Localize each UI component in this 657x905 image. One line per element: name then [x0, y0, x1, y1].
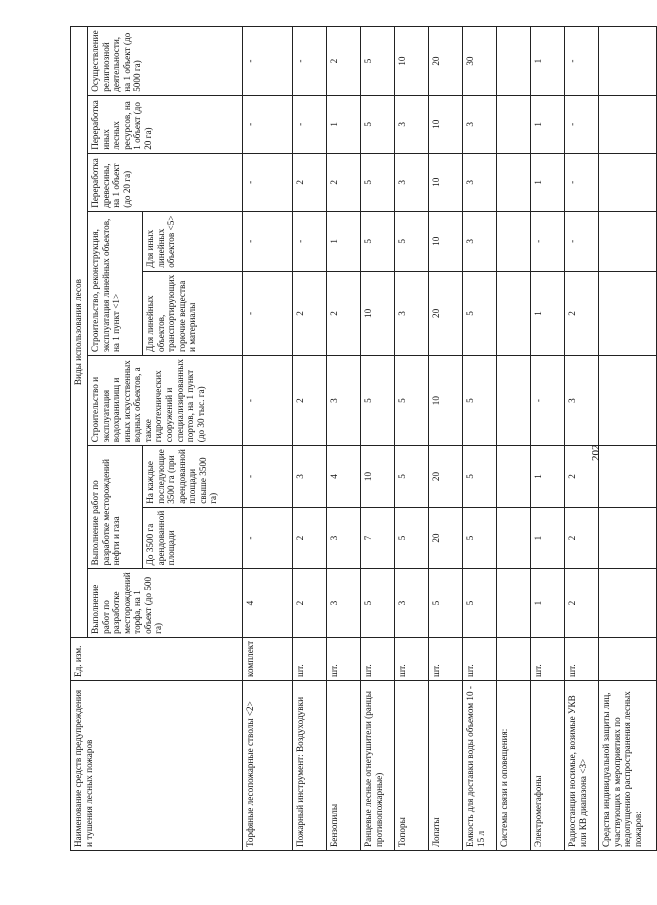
header-peat: Выполнение работ по разработке месторождений торфа, на 1 объект (до 500 га) [88, 569, 243, 637]
row-value: 4 [243, 569, 293, 637]
row-value: 3 [463, 153, 497, 211]
row-value: 5 [361, 153, 395, 211]
row-value: 2 [565, 271, 599, 355]
row-value: - [243, 446, 293, 508]
page-number: 202 [590, 444, 602, 461]
row-unit: шт. [429, 637, 463, 680]
row-value: 5 [395, 507, 429, 569]
row-value: - [293, 27, 327, 95]
row-value [599, 569, 657, 637]
row-value: 1 [327, 95, 361, 153]
row-name: Емкость для доставки воды объемом 10 - 15 л [463, 681, 497, 851]
table-body [243, 27, 657, 851]
row-value [497, 569, 531, 637]
row-unit: шт. [361, 637, 395, 680]
row-value: - [293, 211, 327, 271]
row-value: - [293, 95, 327, 153]
row-value: 10 [361, 271, 395, 355]
row-value: 2 [293, 153, 327, 211]
row-value [497, 356, 531, 446]
row-value: 2 [565, 507, 599, 569]
row-value: 5 [463, 507, 497, 569]
row-value [599, 446, 657, 508]
row-value: 1 [531, 95, 565, 153]
row-value: - [531, 211, 565, 271]
row-value: 5 [395, 211, 429, 271]
header-unit-cell: Ед. изм. [71, 637, 243, 680]
header-linear: Строительство, реконструкция, эксплуатация линейных объектов, на 1 пункт <1> [88, 211, 143, 355]
row-value [599, 27, 657, 95]
row-value: 10 [429, 95, 463, 153]
row-unit: шт. [327, 637, 361, 680]
row-value [497, 271, 531, 355]
row-name: Системы связи и оповещения: [497, 681, 531, 851]
row-value: - [565, 27, 599, 95]
header-linear-sub1: Для линейных объектов, транспортирующих горючие вещества и материалы [143, 271, 243, 355]
row-value: 2 [293, 356, 327, 446]
row-value: 1 [531, 27, 565, 95]
row-value: 1 [531, 271, 565, 355]
row-value: - [565, 211, 599, 271]
row-value [599, 153, 657, 211]
row-value: 3 [395, 569, 429, 637]
header-group-title: Виды использования лесов [71, 27, 88, 637]
table-row [395, 27, 429, 851]
row-value: 2 [293, 569, 327, 637]
row-value: 3 [327, 569, 361, 637]
row-name: Радиостанции носимые, возимые УКВ или КВ диапазона <3> [565, 681, 599, 851]
row-value: 2 [327, 271, 361, 355]
row-value: 5 [463, 446, 497, 508]
row-unit: шт. [395, 637, 429, 680]
row-name: Средства индивидуальной защиты лиц, участвующих в мероприятиях по недопущению распространения лесных пожаров: [599, 681, 657, 851]
row-value: 5 [361, 27, 395, 95]
row-value: 5 [361, 569, 395, 637]
row-value: 10 [429, 153, 463, 211]
row-unit: комплект [243, 637, 293, 680]
row-value: 5 [395, 446, 429, 508]
row-name: Лопаты [429, 681, 463, 851]
row-value: 1 [531, 153, 565, 211]
row-name: Электромегафоны [531, 681, 565, 851]
row-value [497, 507, 531, 569]
row-unit: шт. [463, 637, 497, 680]
row-value: 3 [327, 507, 361, 569]
table-row [531, 27, 565, 851]
row-value [599, 507, 657, 569]
row-value: 10 [361, 446, 395, 508]
row-value: - [243, 271, 293, 355]
row-name: Пожарный инструмент: Воздуходувки [293, 681, 327, 851]
row-value: 5 [361, 356, 395, 446]
table-row [565, 27, 599, 851]
header-oilgas-sub2: На каждые последующие 3500 га (при арендованной площади свыше 3500 га) [143, 446, 243, 508]
row-value: 2 [327, 153, 361, 211]
row-value: 5 [395, 356, 429, 446]
row-value [599, 95, 657, 153]
row-value: 2 [565, 569, 599, 637]
row-value [497, 27, 531, 95]
header-linear-sub2: Для иных линейных объектов <5> [143, 211, 243, 271]
row-value: 1 [327, 211, 361, 271]
row-value [497, 153, 531, 211]
header-oilgas: Выполнение работ по разработке месторождений нефти и газа [88, 446, 143, 569]
row-value: 20 [429, 27, 463, 95]
table-row [599, 27, 657, 851]
row-value: 20 [429, 507, 463, 569]
row-value: - [565, 153, 599, 211]
row-name: Бензопилы [327, 681, 361, 851]
header-wood: Переработка древесины, на 1 объект (до 20 га) [88, 153, 243, 211]
row-value: 10 [429, 211, 463, 271]
row-value: 5 [463, 271, 497, 355]
row-value: 5 [463, 569, 497, 637]
row-value: 30 [463, 27, 497, 95]
row-value: - [243, 95, 293, 153]
row-value: - [243, 356, 293, 446]
row-value: 7 [361, 507, 395, 569]
row-unit: шт. [293, 637, 327, 680]
row-value: 2 [327, 27, 361, 95]
row-value: 3 [463, 211, 497, 271]
row-value: 4 [327, 446, 361, 508]
row-value: 3 [395, 271, 429, 355]
header-other: Переработка иных лесных ресурсов, на 1 объект (до 20 га) [88, 95, 243, 153]
table-row [243, 27, 293, 851]
row-value: - [243, 153, 293, 211]
table-row [361, 27, 395, 851]
row-unit [599, 637, 657, 680]
forest-fire-equipment-table [70, 26, 657, 851]
row-value: 1 [531, 446, 565, 508]
row-value [497, 446, 531, 508]
row-value: 2 [293, 507, 327, 569]
table-row [463, 27, 497, 851]
row-value: 3 [565, 356, 599, 446]
header-religion: Осуществление религиозной деятельности, на 1 объект (до 5000 га) [88, 27, 243, 95]
row-value: - [565, 95, 599, 153]
row-value: 5 [361, 95, 395, 153]
row-name: Топоры [395, 681, 429, 851]
row-value [497, 211, 531, 271]
row-value: 5 [361, 211, 395, 271]
row-value: 20 [429, 271, 463, 355]
header-name-cell: Наименование средств предупреждения и тушения лесных пожаров [71, 681, 243, 851]
row-value [599, 211, 657, 271]
table-row [429, 27, 463, 851]
row-value: - [243, 507, 293, 569]
table-row [497, 27, 531, 851]
row-value: - [243, 211, 293, 271]
row-value: 3 [327, 356, 361, 446]
row-value: 10 [429, 356, 463, 446]
row-value [599, 271, 657, 355]
header-hydro: Строительство и эксплуатация водохранилищ и иных искусственных водных объектов, а также гидротехнических сооружений и специализированных портов, на 1 пункт (до 30 тыс. га) [88, 356, 243, 446]
row-value: 2 [565, 446, 599, 508]
row-value: 1 [531, 507, 565, 569]
header-oilgas-sub1: До 3500 га арендованной площади [143, 507, 243, 569]
row-value: - [243, 27, 293, 95]
row-value: 3 [463, 95, 497, 153]
table-row [293, 27, 327, 851]
row-value: 5 [463, 356, 497, 446]
row-value: 3 [293, 446, 327, 508]
row-value: 3 [395, 95, 429, 153]
row-value: 20 [429, 446, 463, 508]
row-unit: шт. [565, 637, 599, 680]
table-row [327, 27, 361, 851]
row-value [599, 356, 657, 446]
row-name: Ранцевые лесные огнетушители (ранцы противопожарные) [361, 681, 395, 851]
row-unit [497, 637, 531, 680]
row-value: 3 [395, 153, 429, 211]
row-name: Торфяные лесопожарные стволы <2> [243, 681, 293, 851]
row-value: 2 [293, 271, 327, 355]
row-value [497, 95, 531, 153]
row-value: 10 [395, 27, 429, 95]
row-unit: шт. [531, 637, 565, 680]
row-value: 5 [429, 569, 463, 637]
row-value: - [531, 356, 565, 446]
row-value: 1 [531, 569, 565, 637]
